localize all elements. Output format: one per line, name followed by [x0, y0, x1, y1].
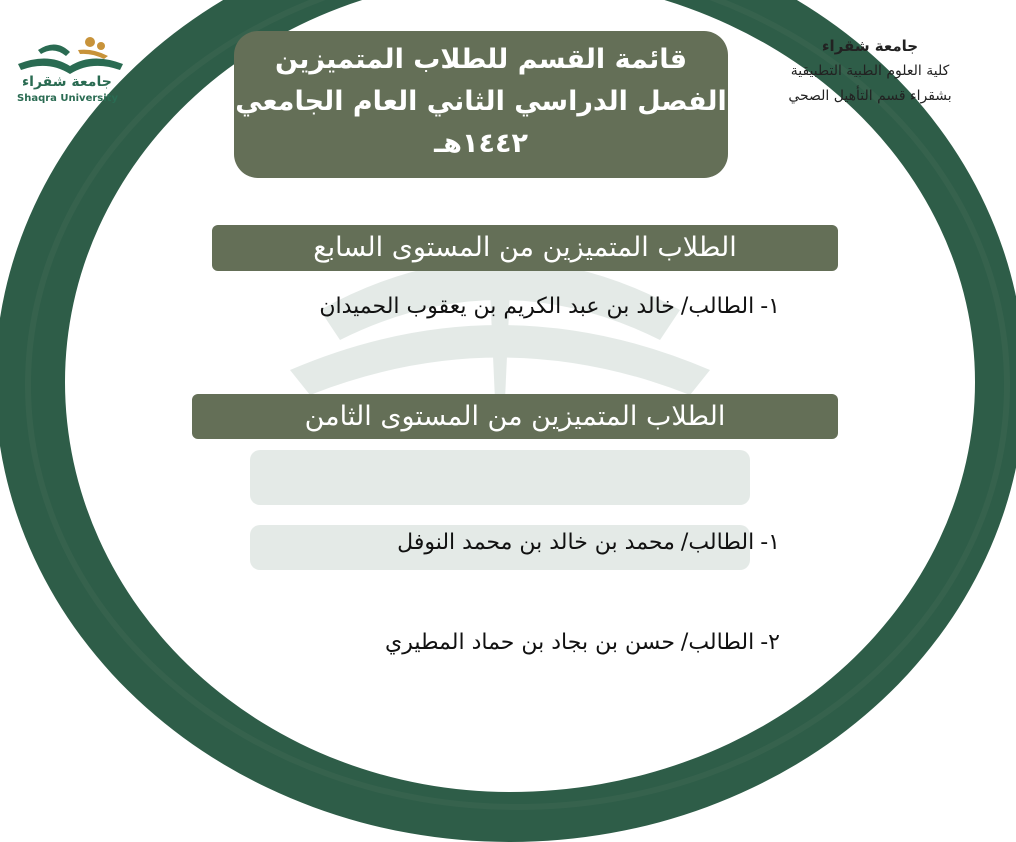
- student-name: محمد بن خالد بن محمد النوفل: [397, 530, 675, 555]
- student-number: ٢-: [760, 630, 780, 655]
- level7-heading: الطلاب المتميزين من المستوى السابع: [212, 225, 838, 271]
- student-label: الطالب/: [680, 630, 755, 655]
- student-name: حسن بن بجاد بن حماد المطيري: [385, 630, 675, 655]
- student-number: ١-: [760, 294, 780, 319]
- title-line-2: الفصل الدراسي الثاني العام الجامعي: [235, 86, 727, 117]
- student-number: ١-: [760, 530, 780, 555]
- title-box: [234, 31, 728, 178]
- institution-header: [760, 34, 980, 109]
- level8-heading: الطلاب المتميزين من المستوى الثامن: [192, 394, 838, 439]
- student-label: الطالب/: [680, 294, 755, 319]
- header-college: كلية العلوم الطبية التطبيقية: [790, 63, 950, 79]
- header-university: جامعة شقراء: [821, 37, 919, 55]
- student-row: [319, 294, 780, 319]
- title-line-3: ١٤٤٢هـ: [434, 128, 528, 159]
- header-department: بشقراء قسم التأهيل الصحي: [788, 88, 952, 104]
- title-line-1: قائمة القسم للطلاب المتميزين: [274, 44, 688, 75]
- student-row: [385, 630, 780, 655]
- student-row: [397, 530, 780, 555]
- student-label: الطالب/: [680, 530, 755, 555]
- logo-name-en: Shaqra University: [17, 93, 118, 104]
- logo-name-ar: جامعة شقراء: [22, 74, 112, 90]
- student-name: خالد بن عبد الكريم بن يعقوب الحميدان: [319, 294, 675, 319]
